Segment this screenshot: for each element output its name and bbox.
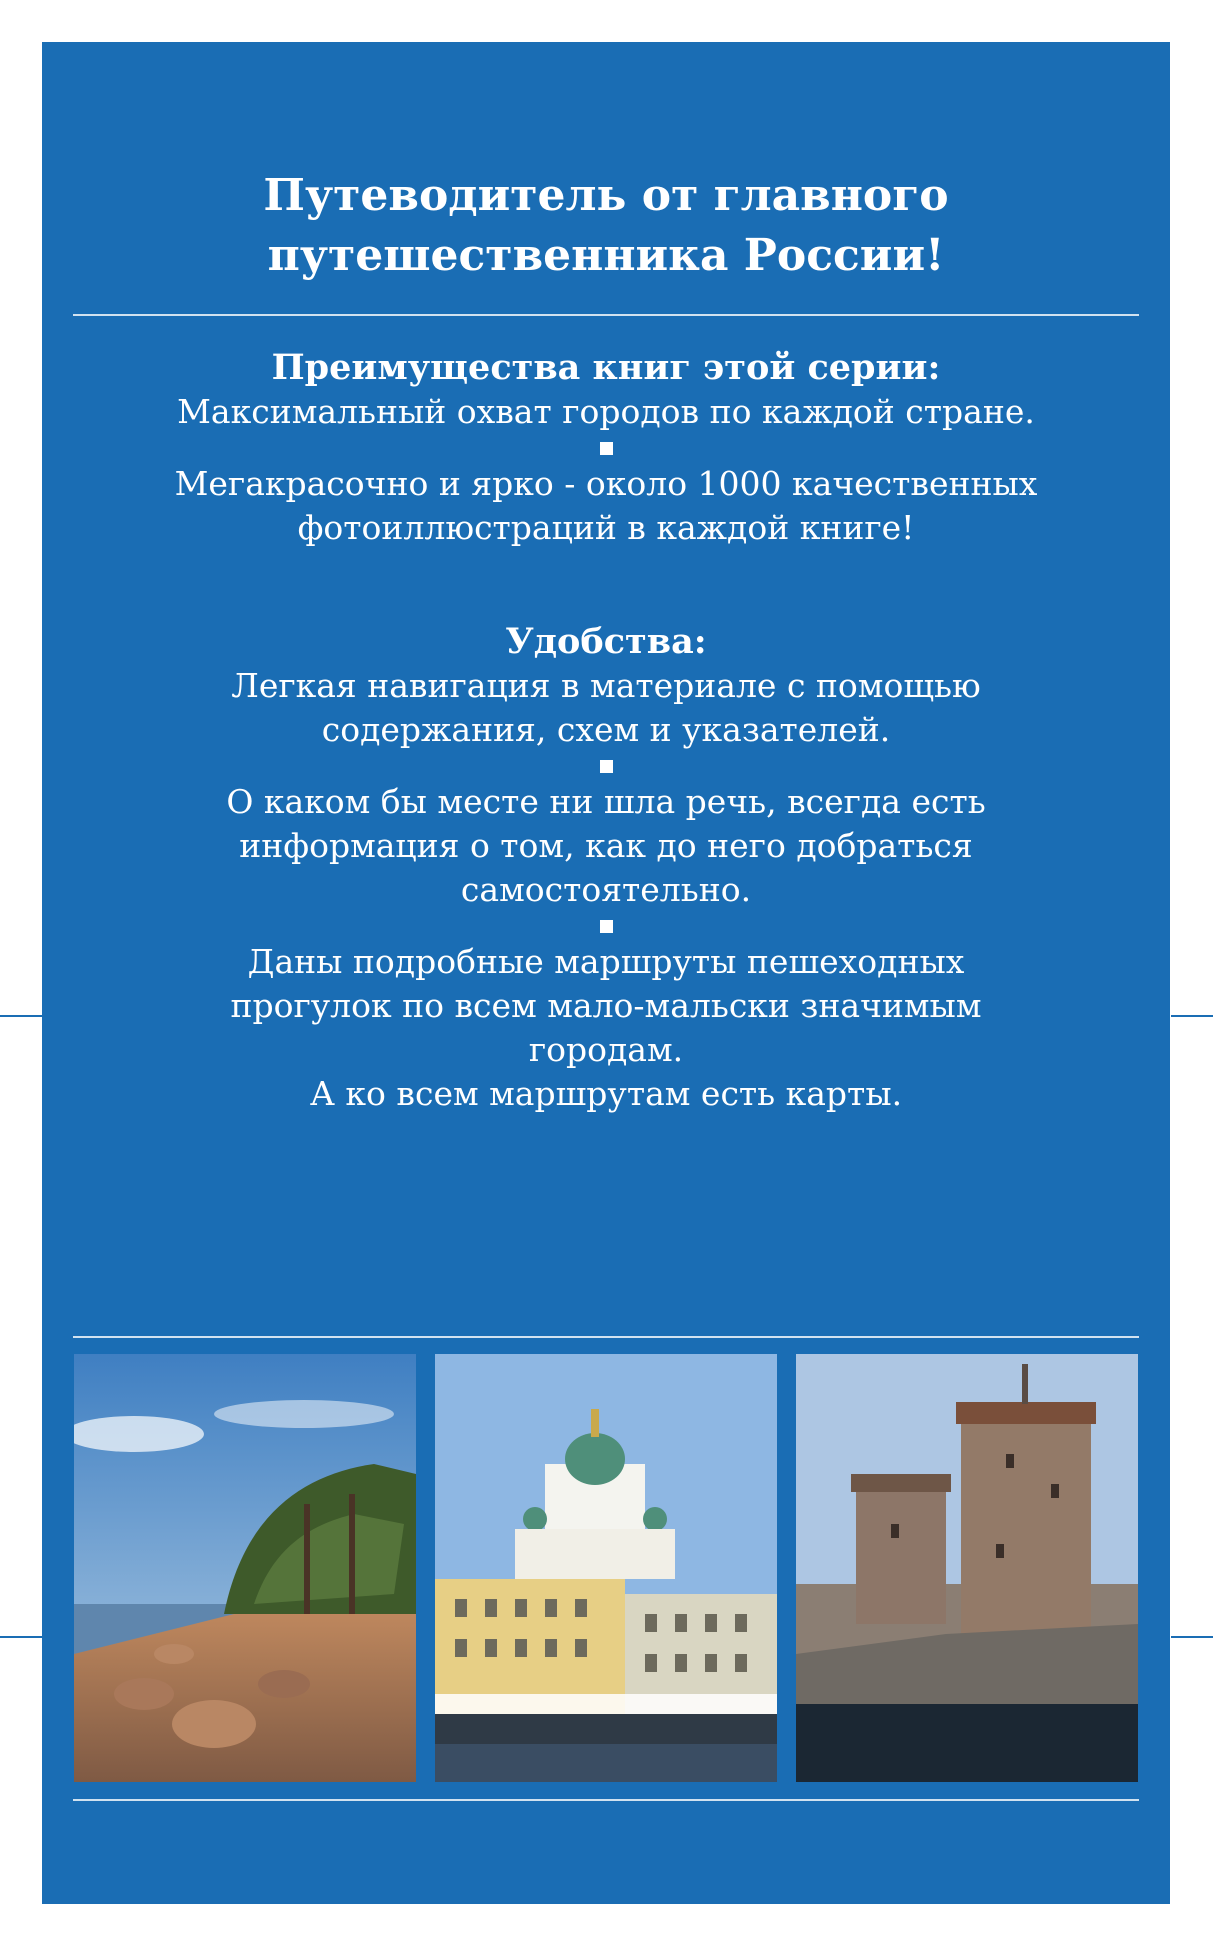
advantage-item-2-line-1: Мегакрасочно и ярко - около 1000 качественных	[174, 464, 1038, 503]
photo-cathedral-harbor	[435, 1354, 777, 1782]
crop-mark-left-lower	[0, 1636, 42, 1638]
back-cover-panel	[42, 42, 1170, 1904]
convenience-item-1-line-1: Легкая навигация в материале с помощью	[231, 666, 981, 705]
headline	[42, 166, 1170, 286]
bullet-square-icon	[600, 920, 613, 933]
divider-top	[73, 314, 1139, 316]
advantage-item-1: Максимальный охват городов по каждой стране.	[177, 392, 1035, 431]
convenience-item-2-line-3: самостоятельно.	[460, 870, 752, 909]
bullet-square-icon	[600, 442, 613, 455]
bullet-square-icon	[600, 760, 613, 773]
convenience-item-3-line-4: А ко всем маршрутам есть карты.	[309, 1074, 903, 1113]
convenience-item-3-line-1: Даны подробные маршруты пешеходных	[247, 942, 965, 981]
conveniences-section	[42, 620, 1170, 1116]
advantage-item-2-line-2: фотоиллюстраций в каждой книге!	[297, 508, 915, 547]
photo-rocky-shore	[74, 1354, 416, 1782]
crop-mark-right-upper	[1171, 1015, 1213, 1017]
convenience-item-2-line-1: О каком бы месте ни шла речь, всегда есть	[226, 782, 986, 821]
advantages-section	[42, 346, 1170, 550]
convenience-item-3-line-2: прогулок по всем мало-мальски значимым	[230, 986, 982, 1025]
conveniences-heading: Удобства:	[505, 621, 707, 662]
convenience-item-3-line-3: городам.	[528, 1030, 684, 1069]
photo-fortress	[796, 1354, 1138, 1782]
crop-mark-left-upper	[0, 1015, 42, 1017]
divider-above-photos	[73, 1336, 1139, 1338]
advantages-heading: Преимущества книг этой серии:	[271, 347, 941, 388]
headline-line-1: Путеводитель от главного	[263, 170, 949, 221]
crop-mark-right-lower	[1171, 1636, 1213, 1638]
convenience-item-2-line-2: информация о том, как до него добраться	[239, 826, 973, 865]
headline-line-2: путешественника России!	[267, 230, 945, 281]
convenience-item-1-line-2: содержания, схем и указателей.	[321, 710, 891, 749]
divider-below-photos	[73, 1799, 1139, 1801]
